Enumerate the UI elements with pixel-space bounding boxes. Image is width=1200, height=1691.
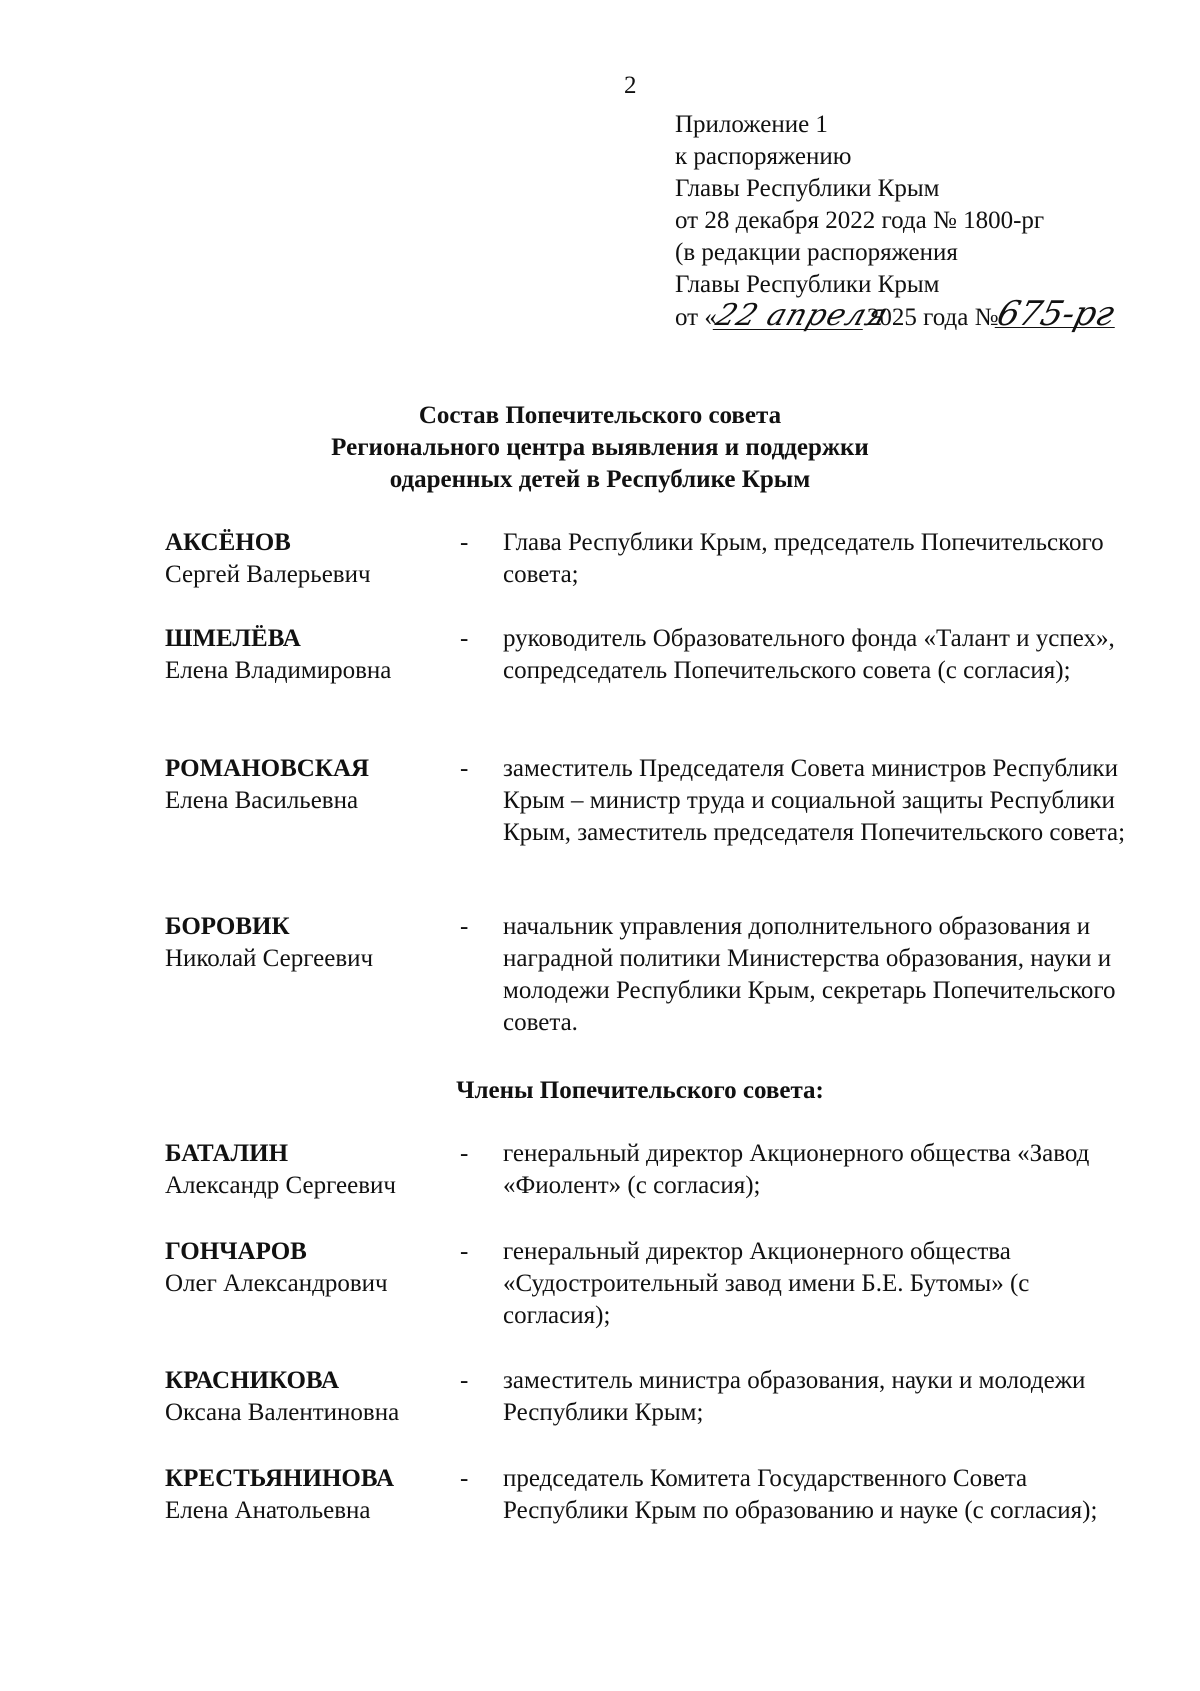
- member-given-name: Николай Сергеевич: [165, 945, 374, 972]
- appendix-block: [675, 109, 1118, 334]
- member-role: председатель Комитета Государственного Совета Республики Крым по образованию и науке (с согласия);: [503, 1465, 1098, 1524]
- appendix-line: Главы Республики Крым: [675, 175, 940, 202]
- member-given-name: Олег Александрович: [165, 1270, 388, 1297]
- member-surname: БОРОВИК: [165, 913, 290, 940]
- document-title: [0, 400, 1200, 496]
- page-number: 2: [624, 72, 637, 99]
- member-given-name: Елена Владимировна: [165, 657, 392, 684]
- appendix-line: Главы Республики Крым: [675, 271, 940, 298]
- member-surname: РОМАНОВСКАЯ: [165, 755, 370, 782]
- member-role: начальник управления дополнительного образования и наградной политики Министерства образования, науки и молодежи Республики Крым, секретарь Попечительского совета.: [503, 913, 1116, 1036]
- appendix-last-middle: 2025 года №: [866, 304, 999, 331]
- member-given-name: Оксана Валентиновна: [165, 1399, 400, 1426]
- separator-dash: -: [460, 1238, 469, 1265]
- separator-dash: -: [460, 1367, 469, 1394]
- member-name: [165, 753, 455, 817]
- member-name: [165, 1365, 455, 1429]
- handwritten-number: 675-рг: [995, 301, 1122, 328]
- member-name: [165, 1463, 455, 1527]
- member-name: [165, 1236, 455, 1300]
- appendix-line: от 28 декабря 2022 года № 1800-рг: [675, 207, 1045, 234]
- member-role: генеральный директор Акционерного общества «Завод «Фиолент» (с согласия);: [503, 1140, 1090, 1199]
- member-surname: АКСЁНОВ: [165, 529, 291, 556]
- separator-dash: -: [460, 913, 469, 940]
- member-surname: КРЕСТЬЯНИНОВА: [165, 1465, 394, 1492]
- title-line: Состав Попечительского совета: [418, 402, 782, 429]
- member-name: [165, 623, 455, 687]
- member-role: генеральный директор Акционерного общества «Судостроительный завод имени Б.Е. Бутомы» (с согласия);: [503, 1238, 1030, 1329]
- member-given-name: Елена Анатольевна: [165, 1497, 371, 1524]
- appendix-last-prefix: от «: [675, 304, 717, 331]
- separator-dash: -: [460, 529, 469, 556]
- member-name: [165, 527, 455, 591]
- member-surname: ШМЕЛЁВА: [165, 625, 301, 652]
- member-surname: ГОНЧАРОВ: [165, 1238, 307, 1265]
- member-name: [165, 911, 455, 975]
- appendix-line: (в редакции распоряжения: [675, 239, 958, 266]
- title-line: Регионального центра выявления и поддержки: [331, 434, 869, 461]
- separator-dash: -: [460, 1465, 469, 1492]
- separator-dash: -: [460, 755, 469, 782]
- member-role: заместитель министра образования, науки и молодежи Республики Крым;: [503, 1367, 1086, 1426]
- member-given-name: Сергей Валерьевич: [165, 561, 371, 588]
- title-line: одаренных детей в Республике Крым: [389, 466, 811, 493]
- member-surname: КРАСНИКОВА: [165, 1367, 340, 1394]
- member-role: Глава Республики Крым, председатель Попечительского совета;: [503, 529, 1104, 588]
- separator-dash: -: [460, 1140, 469, 1167]
- members-heading: Члены Попечительского совета:: [456, 1077, 824, 1104]
- handwritten-date: 22 апреля: [711, 298, 893, 333]
- member-given-name: Александр Сергеевич: [165, 1172, 396, 1199]
- member-name: [165, 1138, 455, 1202]
- appendix-line: к распоряжению: [675, 143, 852, 170]
- appendix-line: Приложение 1: [675, 111, 828, 138]
- member-surname: БАТАЛИН: [165, 1140, 289, 1167]
- separator-dash: -: [460, 625, 469, 652]
- member-role: заместитель Председателя Совета министров Республики Крым – министр труда и социальной защиты Республики Крым, заместитель председателя Попечительского совета;: [503, 755, 1126, 846]
- appendix-last-line: [675, 294, 1119, 334]
- member-role: руководитель Образовательного фонда «Талант и успех», сопредседатель Попечительского совета (с согласия);: [503, 625, 1115, 684]
- member-given-name: Елена Васильевна: [165, 787, 359, 814]
